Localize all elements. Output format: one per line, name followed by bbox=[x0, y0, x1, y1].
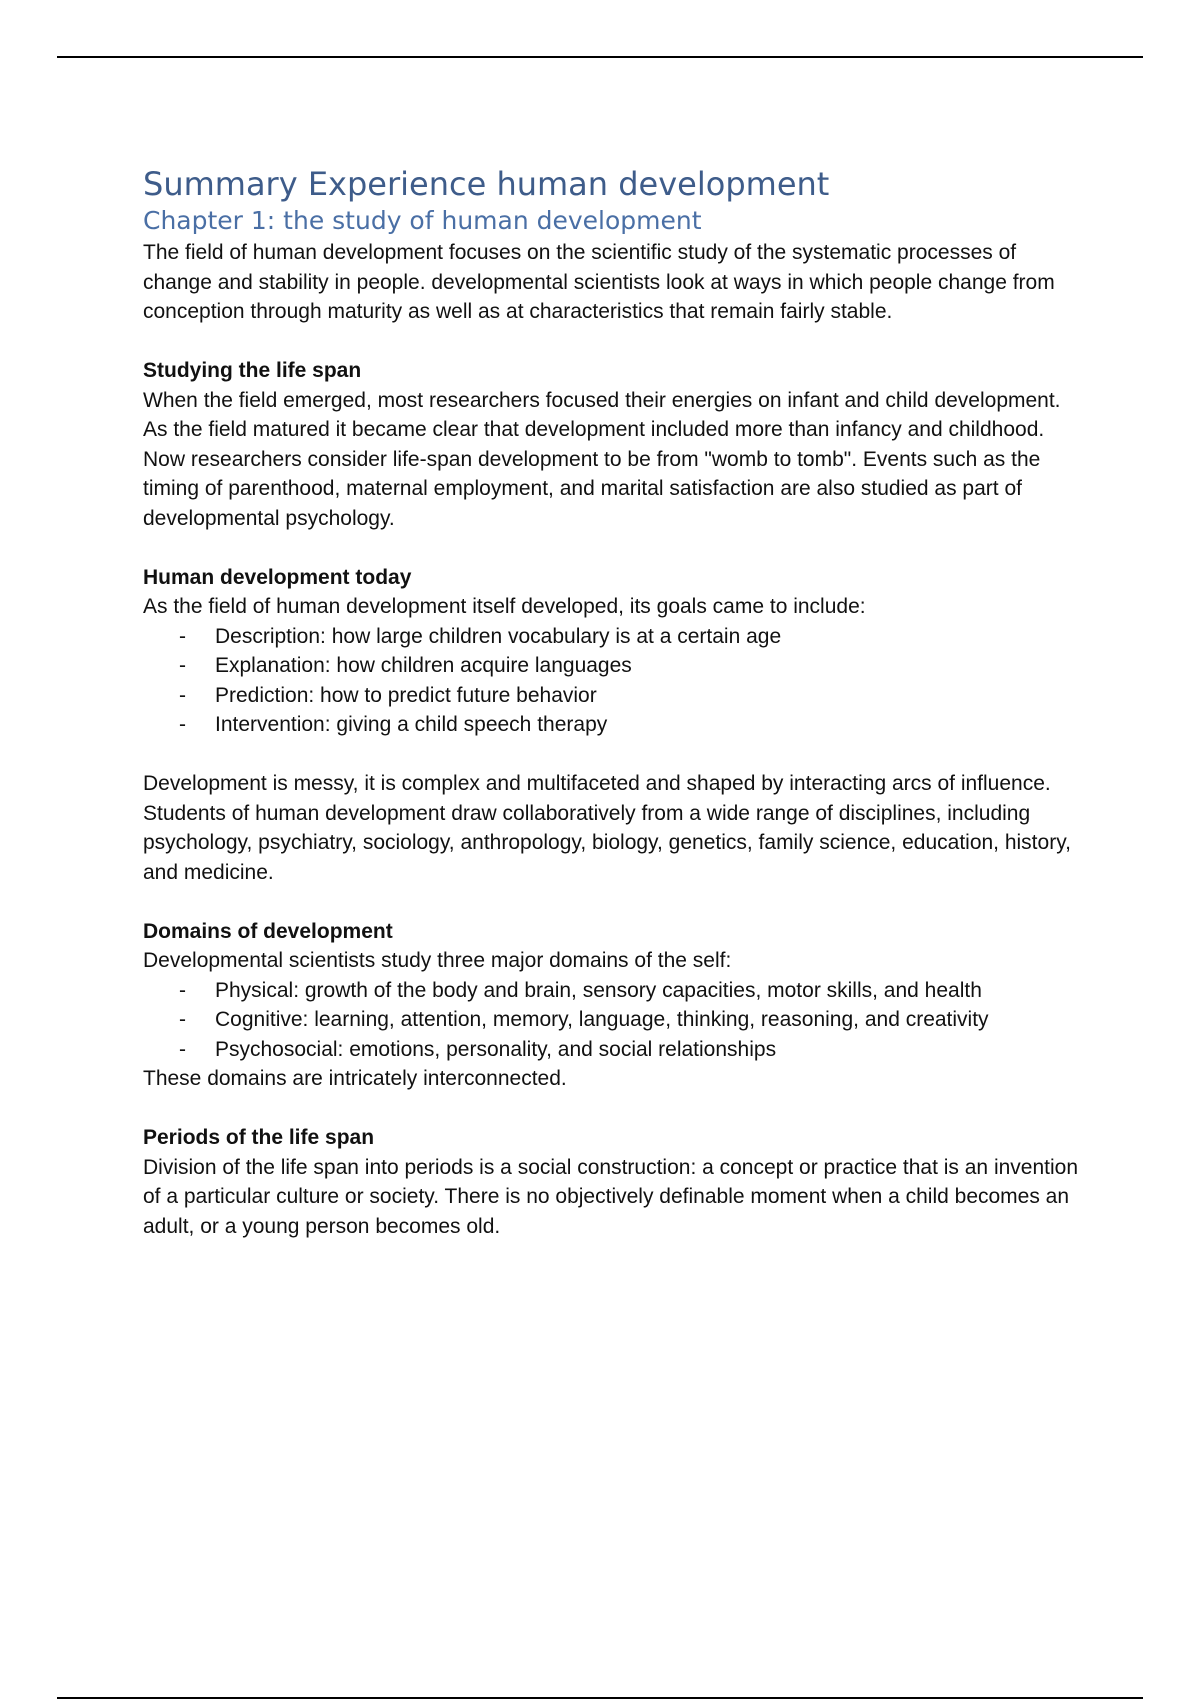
bullet-marker: - bbox=[179, 654, 186, 677]
list-item-text: Psychosocial: emotions, personality, and social relationships bbox=[215, 1037, 777, 1061]
spacer bbox=[143, 1094, 1083, 1124]
intro-paragraph: The field of human development focuses on the scientific study of the systematic processes of change and stability in people. developmental scientists look at ways in which people change from conception through maturity as well as at characteristics that remain fairly stable. bbox=[143, 241, 1055, 323]
spacer bbox=[143, 533, 1083, 563]
section-heading: Studying the life span bbox=[143, 359, 362, 382]
spacer bbox=[143, 327, 1083, 357]
domains-list bbox=[143, 976, 1083, 1065]
bullet-marker: - bbox=[179, 624, 186, 648]
list-item bbox=[143, 651, 1083, 681]
spacer bbox=[143, 887, 1083, 917]
footer-rule bbox=[57, 1697, 1143, 1699]
section-domains-of-development bbox=[143, 917, 1083, 1094]
section-intro: As the field of human development itself developed, its goals came to include: bbox=[143, 595, 866, 618]
section-after: These domains are intricately interconnected. bbox=[143, 1067, 567, 1090]
goals-list bbox=[143, 622, 1083, 740]
section-after: Development is messy, it is complex and multifaceted and shaped by interacting arcs of influence. Students of human development draw collaboratively from a wide range of disciplines, including psychology, psychiatry, sociology, anthropology, biology, genetics, family science, education, history, and medicine. bbox=[143, 772, 1071, 884]
list-item-text: Explanation: how children acquire languages bbox=[215, 654, 632, 677]
section-heading: Domains of development bbox=[143, 919, 393, 943]
section-heading: Periods of the life span bbox=[143, 1126, 375, 1149]
section-intro: Developmental scientists study three major domains of the self: bbox=[143, 949, 732, 972]
list-item-text: Cognitive: learning, attention, memory, language, thinking, reasoning, and creativity bbox=[215, 1008, 989, 1031]
section-body: When the field emerged, most researchers focused their energies on infant and child development. As the field matured it became clear that development included more than infancy and childhood. Now researchers consider life-span development to be from "womb to tomb". Events such as the timing of parenthood, maternal employment, and marital satisfaction are also studied as part of developmental psychology. bbox=[143, 388, 1061, 530]
bullet-marker: - bbox=[179, 713, 186, 736]
chapter-title: Chapter 1: the study of human development bbox=[143, 206, 702, 235]
list-item bbox=[143, 622, 1083, 652]
spacer bbox=[143, 740, 1083, 770]
list-item-text: Intervention: giving a child speech therapy bbox=[215, 713, 608, 736]
bullet-marker: - bbox=[179, 1037, 186, 1061]
section-body: Division of the life span into periods is a social construction: a concept or practice that is an invention of a particular culture or society. There is no objectively definable moment when a child becomes an adult, or a young person becomes old. bbox=[143, 1155, 1079, 1238]
list-item bbox=[143, 1005, 1083, 1035]
bullet-marker: - bbox=[179, 978, 186, 1002]
list-item bbox=[143, 710, 1083, 740]
list-item-text: Physical: growth of the body and brain, sensory capacities, motor skills, and health bbox=[215, 978, 982, 1002]
bullet-marker: - bbox=[179, 1008, 186, 1031]
section-studying-life-span bbox=[143, 356, 1083, 533]
bullet-marker: - bbox=[179, 683, 186, 707]
list-item bbox=[143, 681, 1083, 711]
list-item bbox=[143, 1035, 1083, 1065]
list-item-text: Prediction: how to predict future behavior bbox=[215, 683, 597, 707]
document-content bbox=[143, 164, 1083, 1241]
section-heading: Human development today bbox=[143, 565, 412, 589]
section-periods-of-life-span bbox=[143, 1123, 1083, 1241]
list-item bbox=[143, 976, 1083, 1006]
section-human-development-today bbox=[143, 563, 1083, 888]
document-title: Summary Experience human development bbox=[143, 165, 830, 203]
list-item-text: Description: how large children vocabulary is at a certain age bbox=[215, 624, 782, 648]
header-rule bbox=[57, 56, 1143, 58]
